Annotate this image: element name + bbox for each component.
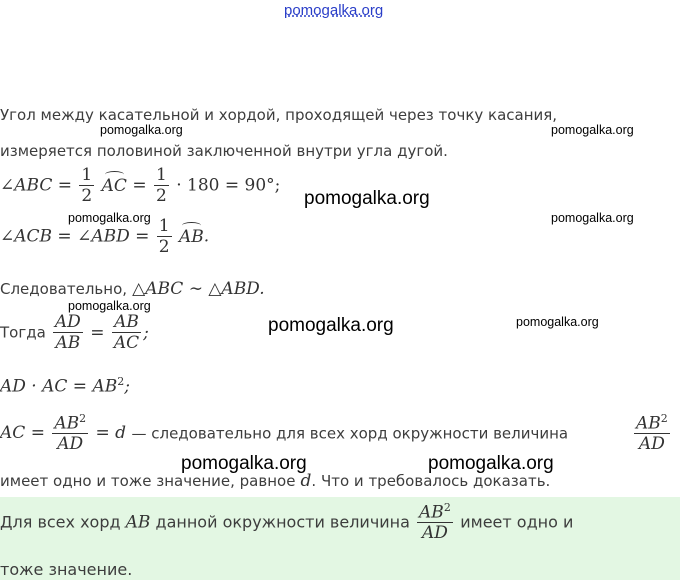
ratio-line: Тогда $\frac{AD}{AB}$ = $\frac{AB}{AC}$ ; xyxy=(0,312,149,353)
conclusion-line-2: имеет одно и тоже значение, равное d. Что и требовалось доказать. xyxy=(0,471,551,491)
arc-ac: AC xyxy=(101,175,127,196)
similarity-line: Следовательно, △ABC ∼ △ABD. xyxy=(0,279,265,299)
watermark[interactable]: pomogalka.org xyxy=(428,453,554,474)
watermark[interactable]: pomogalka.org xyxy=(181,453,307,474)
equation-angle-acb: ∠ACB = ∠ABD = $\frac{1}{2}$ AB. xyxy=(0,216,210,257)
watermark[interactable]: pomogalka.org xyxy=(100,123,183,137)
intro-line-2: измеряется половиной заключенной внутри угла дугой. xyxy=(0,142,448,160)
answer-line-2: тоже значение. xyxy=(0,560,133,579)
watermark-top[interactable]: pomogalka.org xyxy=(284,2,384,19)
product-line: AD · AC = $AB^2$; xyxy=(0,375,130,397)
watermark[interactable]: pomogalka.org xyxy=(268,315,394,336)
answer-box xyxy=(0,497,680,580)
watermark[interactable]: pomogalka.org xyxy=(68,211,151,225)
conclusion-line-1: AC = $\frac{AB^2}{AD}$ = d — следовательно для всех хорд окружности величина xyxy=(0,412,569,455)
answer-line-1: Для всех хорд AB данной окружности величина $\frac{AB^2}{AD}$ имеет одно и xyxy=(0,501,574,544)
watermark[interactable]: pomogalka.org xyxy=(551,211,634,225)
equation-angle-abc: ∠ABC = $\frac{1}{2}$ AC = $\frac{1}{2}$ · 180 = 90°; xyxy=(0,165,281,206)
watermark[interactable]: pomogalka.org xyxy=(68,299,151,313)
watermark[interactable]: pomogalka.org xyxy=(304,188,430,209)
intro-line-1: Угол между касательной и хордой, проходящей через точку касания, xyxy=(0,106,558,124)
arc-ab: AB xyxy=(179,226,204,247)
watermark[interactable]: pomogalka.org xyxy=(551,123,634,137)
conclusion-fraction: $\frac{AB^2}{AD}$ xyxy=(636,412,668,455)
watermark[interactable]: pomogalka.org xyxy=(516,315,599,329)
